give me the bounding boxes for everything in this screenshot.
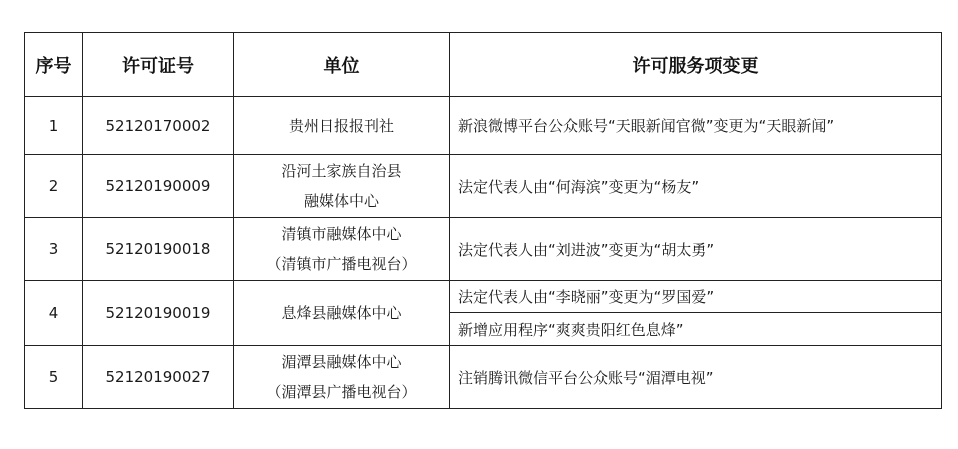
table-row — [25, 218, 942, 281]
cell-license-number: 52120190019 — [83, 281, 234, 346]
unit-line: 湄潭县融媒体中心 — [281, 353, 402, 371]
unit-line: （湄潭县广播电视台） — [266, 383, 417, 401]
header-service-changes: 许可服务项变更 — [450, 33, 942, 97]
cell-index: 3 — [25, 218, 83, 281]
table-header-row — [25, 33, 942, 97]
cell-license-number: 52120190027 — [83, 346, 234, 409]
table-row — [25, 346, 942, 409]
cell-license-number: 52120170002 — [83, 97, 234, 155]
cell-license-number: 52120190018 — [83, 218, 234, 281]
table-row — [25, 155, 942, 218]
unit-line: 沿河土家族自治县 — [281, 162, 402, 180]
unit-line: 息烽县融媒体中心 — [281, 304, 402, 322]
unit-line: 融媒体中心 — [303, 192, 379, 210]
cell-service-change: 法定代表人由“李晓丽”变更为“罗国爱” — [450, 281, 942, 313]
cell-unit — [234, 97, 450, 155]
cell-service-change: 法定代表人由“刘进波”变更为“胡太勇” — [450, 218, 942, 281]
header-unit: 单位 — [234, 33, 450, 97]
cell-unit — [234, 218, 450, 281]
cell-service-change: 注销腾讯微信平台公众账号“湄潭电视” — [450, 346, 942, 409]
cell-unit — [234, 155, 450, 218]
unit-line: （清镇市广播电视台） — [266, 255, 417, 273]
header-index: 序号 — [25, 33, 83, 97]
cell-license-number: 52120190009 — [83, 155, 234, 218]
unit-line: 清镇市融媒体中心 — [281, 225, 402, 243]
cell-index: 2 — [25, 155, 83, 218]
cell-unit — [234, 281, 450, 346]
cell-service-change: 新浪微博平台公众账号“天眼新闻官微”变更为“天眼新闻” — [450, 97, 942, 155]
cell-unit — [234, 346, 450, 409]
cell-index: 5 — [25, 346, 83, 409]
cell-service-change: 新增应用程序“爽爽贵阳红色息烽” — [450, 313, 942, 346]
table-row — [25, 97, 942, 155]
unit-line: 贵州日报报刊社 — [288, 116, 394, 135]
cell-index: 1 — [25, 97, 83, 155]
table-row — [25, 281, 942, 313]
license-change-table — [24, 32, 942, 409]
cell-service-change: 法定代表人由“何海滨”变更为“杨友” — [450, 155, 942, 218]
header-license-number: 许可证号 — [83, 33, 234, 97]
cell-index: 4 — [25, 281, 83, 346]
